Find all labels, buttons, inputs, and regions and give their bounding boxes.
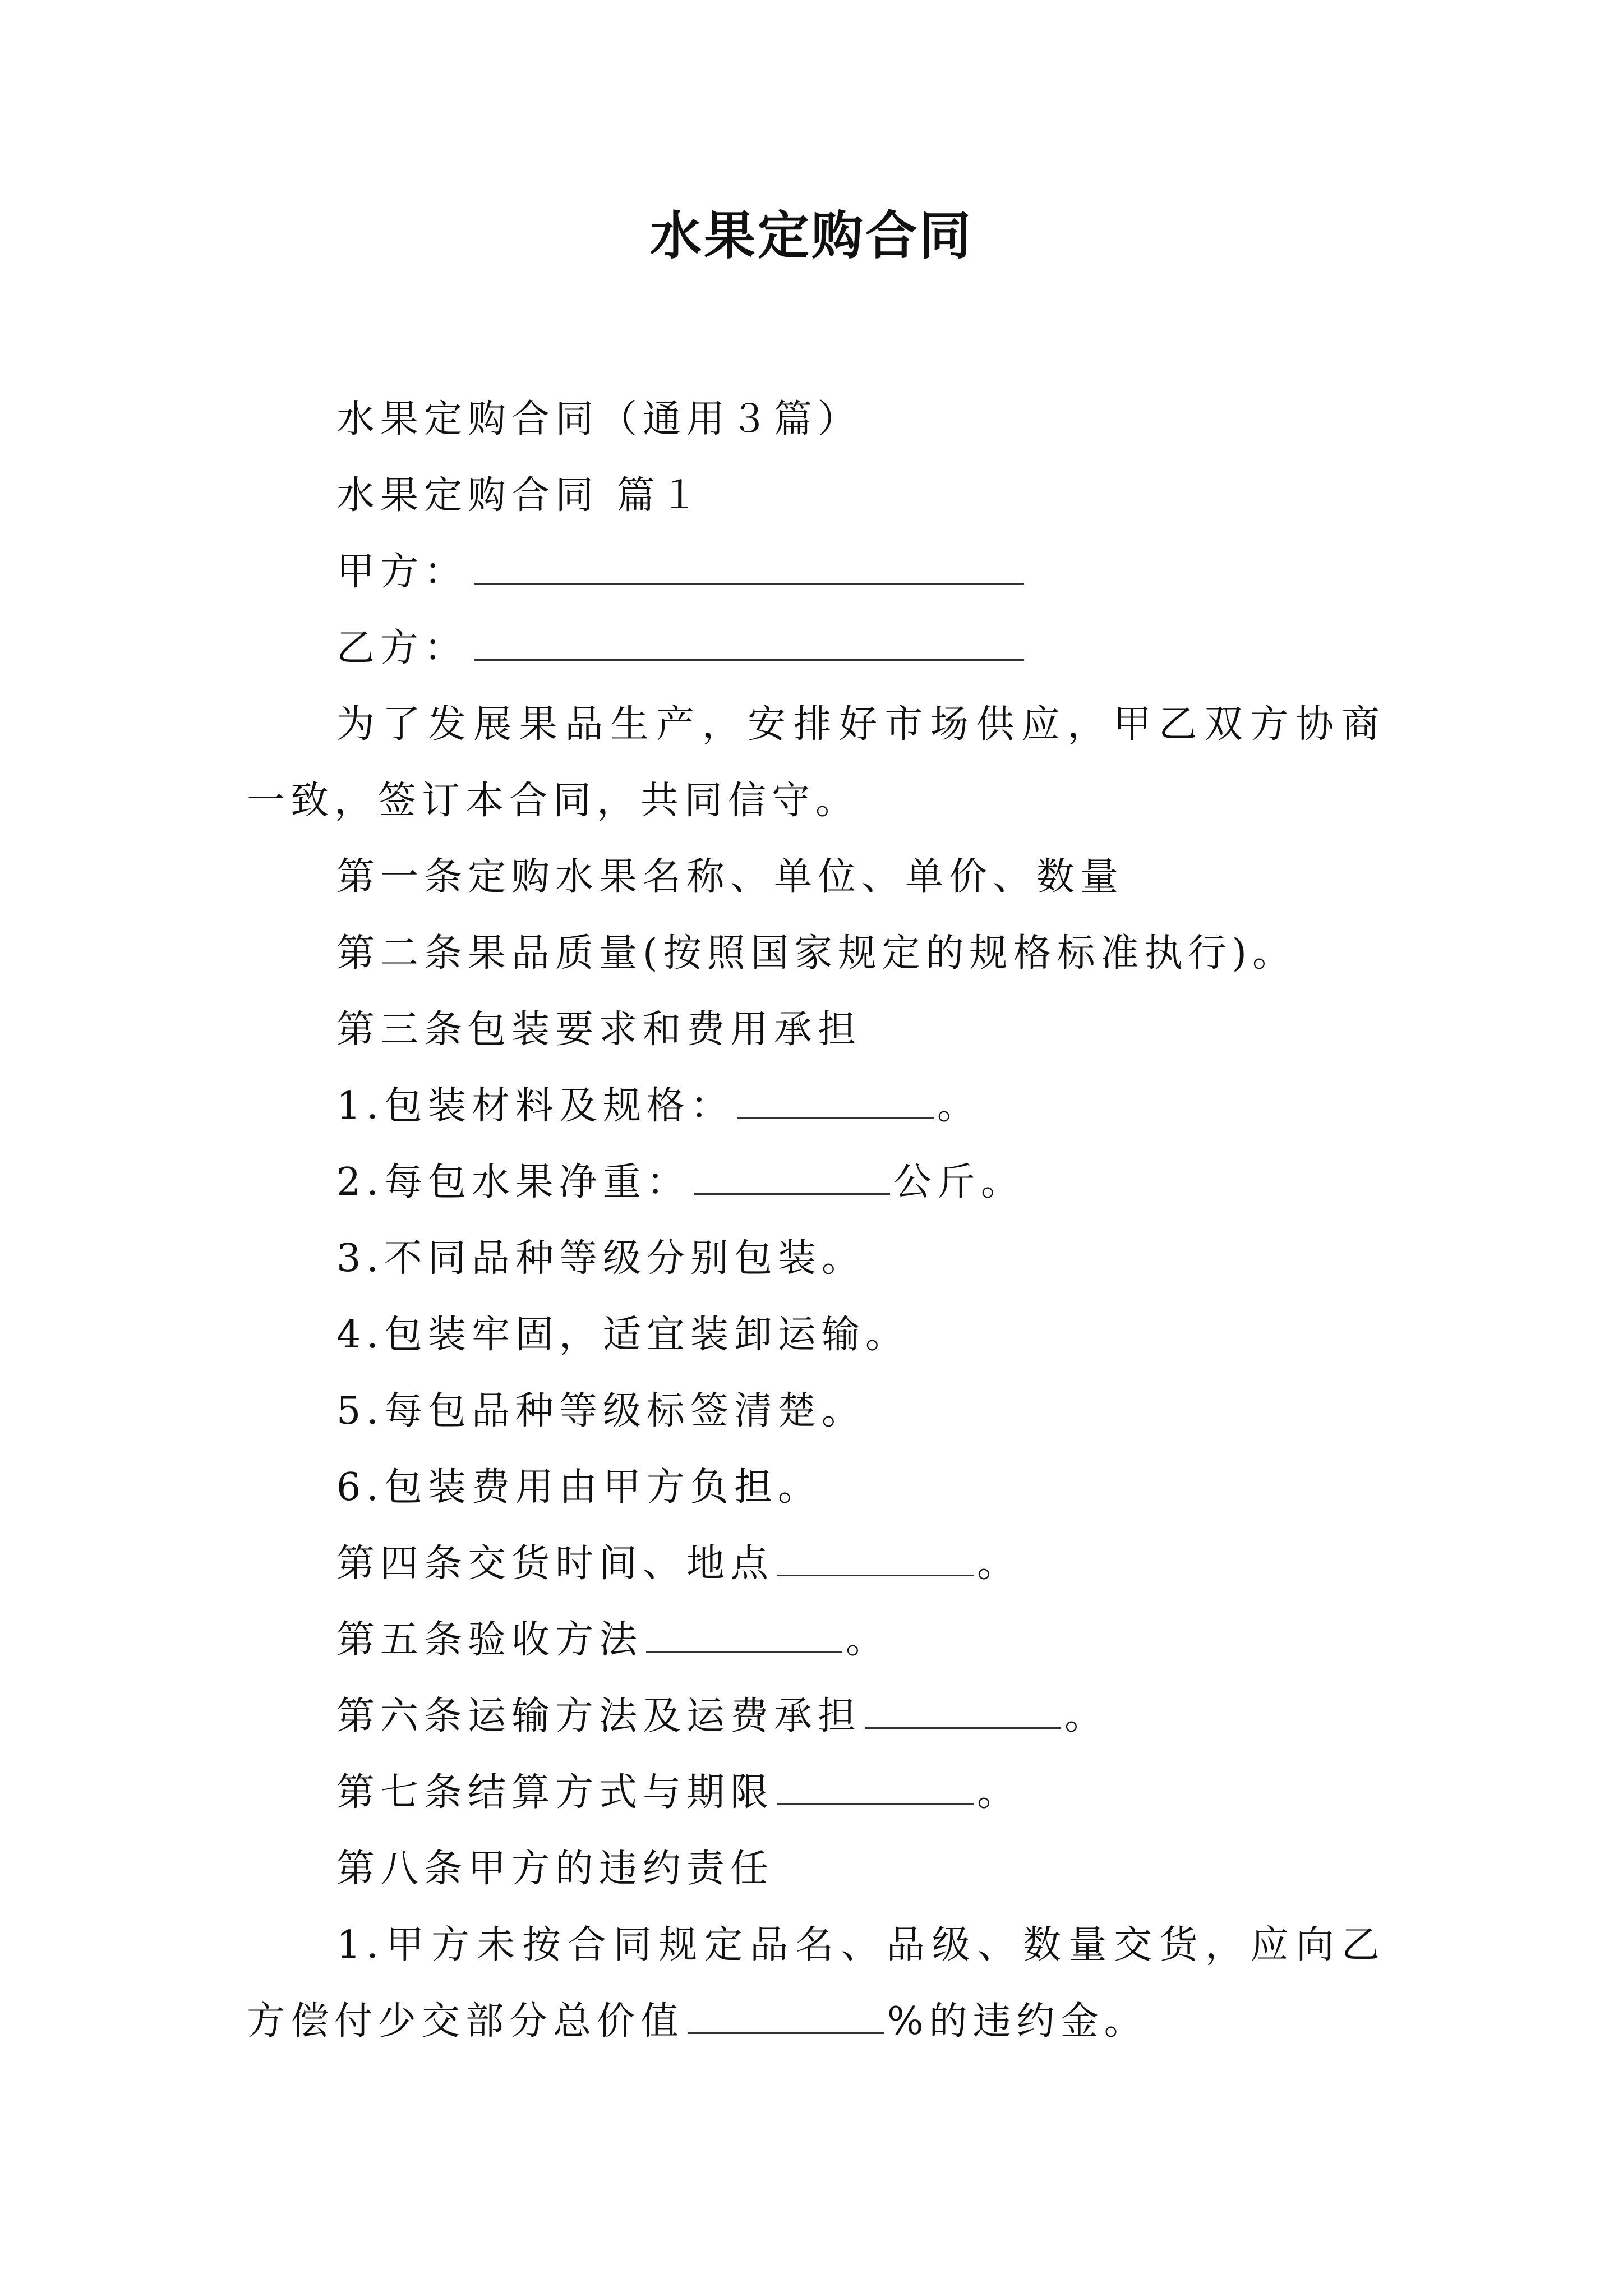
article-3-item-3: 3.不同品种等级分别包装。	[336, 1236, 865, 1281]
article-5	[247, 1602, 1385, 1678]
settlement-blank	[777, 1769, 974, 1805]
article-7-end: 。	[977, 1770, 1021, 1815]
penalty-percent-blank	[688, 1998, 884, 2034]
party-a-blank	[474, 549, 1024, 585]
document-body	[247, 381, 1385, 2060]
article-8-item-1-end: %的违约金。	[887, 1999, 1148, 2044]
document-title: 水果定购合同	[649, 205, 973, 266]
article-3-item-4: 4.包装牢固，适宜装卸运输。	[336, 1313, 909, 1357]
article-5-text: 第五条验收方法	[336, 1618, 643, 1662]
article-1: 第一条定购水果名称、单位、单价、数量	[336, 855, 1124, 899]
article-5-end: 。	[846, 1618, 890, 1662]
article-3-item-2	[247, 1144, 1385, 1221]
party-b-label: 乙方：	[336, 626, 468, 670]
article-3-item-1-text: 1.包装材料及规格：	[336, 1084, 734, 1128]
article-3-item-1	[247, 1068, 1385, 1144]
transport-blank	[865, 1693, 1061, 1729]
article-7	[247, 1755, 1385, 1831]
article-3-item-2-end: 公斤。	[893, 1160, 1025, 1204]
article-4-text: 第四条交货时间、地点	[336, 1542, 774, 1586]
net-weight-blank	[694, 1159, 890, 1195]
article-6-text: 第六条运输方法及运费承担	[336, 1694, 862, 1738]
article-8-item-1	[247, 1907, 1385, 2060]
article-2: 第二条果品质量(按照国家规定的规格标准执行)。	[336, 931, 1297, 976]
article-4-end: 。	[977, 1542, 1021, 1586]
party-b-blank	[474, 625, 1024, 661]
party-a-line	[247, 534, 1385, 610]
article-4	[247, 1526, 1385, 1602]
intro-paragraph: 为了发展果品生产，安排好市场供应，甲乙双方协商一致，签订本合同，共同信守。	[247, 702, 1385, 823]
article-6	[247, 1678, 1385, 1755]
article-3-item-5: 5.每包品种等级标签清楚。	[336, 1389, 865, 1433]
article-3: 第三条包装要求和费用承担	[336, 1007, 862, 1052]
article-8: 第八条甲方的违约责任	[336, 1847, 774, 1891]
inspection-blank	[646, 1617, 842, 1653]
party-b-line	[247, 610, 1385, 687]
article-3-item-1-end: 。	[937, 1084, 981, 1128]
packaging-spec-blank	[737, 1083, 934, 1119]
article-8-item-1-text: 1.甲方未按合同规定品名、品级、数量交货，应向乙方偿付少交部分总价值	[247, 1923, 1385, 2044]
article-7-text: 第七条结算方式与期限	[336, 1770, 774, 1815]
article-6-end: 。	[1064, 1694, 1109, 1738]
party-a-label: 甲方：	[336, 550, 468, 594]
part-heading: 水果定购合同 篇１	[336, 473, 704, 518]
subtitle: 水果定购合同（通用３篇）	[336, 397, 862, 441]
delivery-blank	[777, 1540, 974, 1576]
article-3-item-6: 6.包装费用由甲方负担。	[336, 1465, 822, 1510]
article-3-item-2-text: 2.每包水果净重：	[336, 1160, 690, 1204]
